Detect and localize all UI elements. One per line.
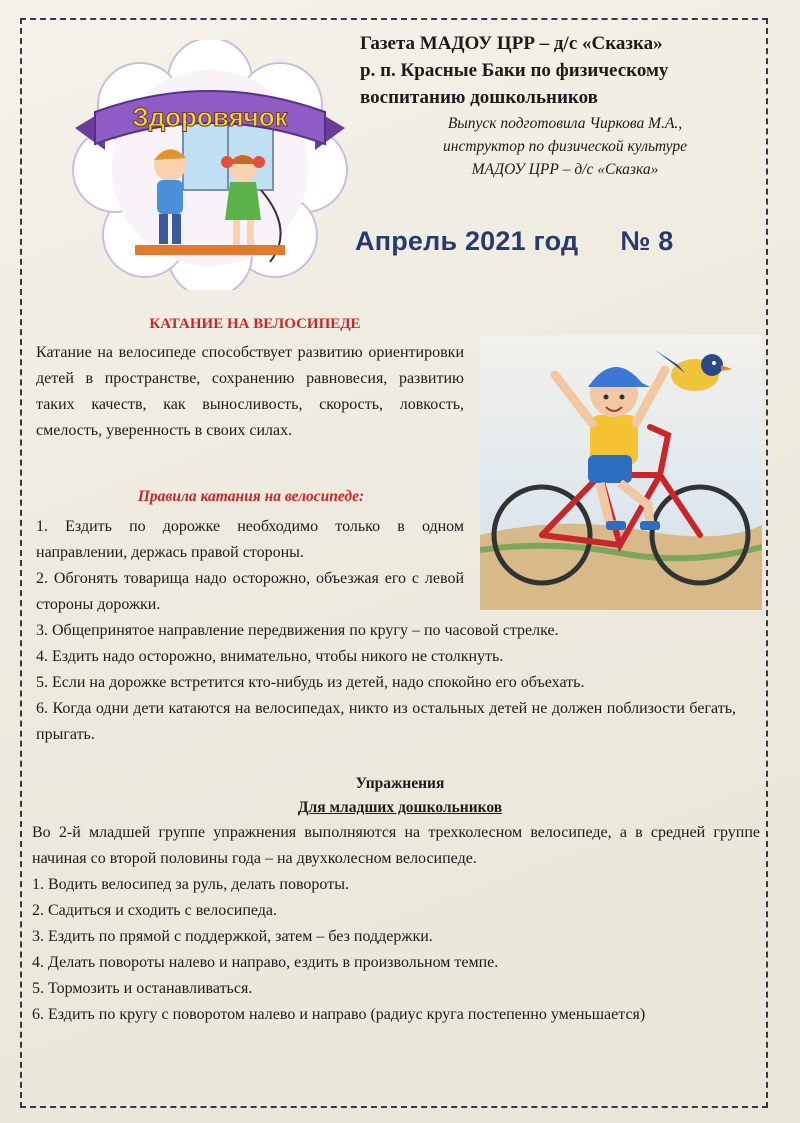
rules-title: Правила катания на велосипеде: bbox=[137, 488, 365, 505]
rule-item-6: 6. Когда одни дети катаются на велосипедах, никто из остальных детей не должен поблизости бегать, прыгать. bbox=[36, 700, 736, 743]
exercise-item-1: 1. Водить велосипед за руль, делать повороты. bbox=[32, 876, 349, 893]
rule-item-4: 4. Ездить надо осторожно, внимательно, чтобы никого не столкнуть. bbox=[36, 648, 504, 665]
exercises-heading bbox=[40, 772, 760, 820]
exercise-item-6: 6. Ездить по кругу с поворотом налево и направо (радиус круга постепенно уменьшается) bbox=[32, 1006, 646, 1023]
rules-list bbox=[36, 514, 776, 748]
header-line-3: воспитанию дошкольников bbox=[360, 87, 598, 108]
exercises-intro: Во 2-й младшей группе упражнения выполняются на трехколесном велосипеде, а в средней группе начиная со второй половины года – на двухколесном велосипеде. bbox=[32, 824, 760, 867]
rule-item-3: 3. Общепринятое направление передвижения по кругу – по часовой стрелке. bbox=[36, 622, 559, 639]
exercises-title: Упражнения bbox=[355, 775, 445, 792]
section-title: КАТАНИЕ НА ВЕЛОСИПЕДЕ bbox=[149, 316, 361, 332]
exercise-item-2: 2. Садиться и сходить с велосипеда. bbox=[32, 902, 278, 919]
logo-zdorovyachok bbox=[65, 40, 355, 290]
credits-line-3: МАДОУ ЦРР – д/с «Сказка» bbox=[471, 161, 659, 178]
exercise-item-5: 5. Тормозить и останавливаться. bbox=[32, 980, 253, 997]
issue-info bbox=[355, 226, 755, 257]
section-intro: Катание на велосипеде способствует развитию ориентировки детей в пространстве, сохранению равновесия, развитию таких качеств, как выносливость, скорость, ловкость, смелость, уверенность в своих силах. bbox=[36, 344, 464, 439]
exercises-subtitle: Для младших дошкольников bbox=[297, 799, 503, 816]
exercise-item-4: 4. Делать повороты налево и направо, ездить в произвольном темпе. bbox=[32, 954, 499, 971]
issue-credits bbox=[400, 112, 730, 181]
header-line-1: Газета МАДОУ ЦРР – д/с «Сказка» bbox=[360, 33, 663, 54]
credits-line-1: Выпуск подготовила Чиркова М.А., bbox=[447, 115, 683, 132]
rule-item-5: 5. Если на дорожке встретится кто-нибудь из детей, надо спокойно его объехать. bbox=[36, 674, 585, 691]
issue-date: Апрель 2021 год bbox=[355, 226, 579, 256]
logo-text: Здоровячок bbox=[132, 102, 288, 132]
newspaper-header bbox=[360, 30, 760, 111]
exercise-item-3: 3. Ездить по прямой с поддержкой, затем – без поддержки. bbox=[32, 928, 433, 945]
header-line-2: р. п. Красные Баки по физическому bbox=[360, 60, 669, 81]
credits-line-2: инструктор по физической культуре bbox=[443, 138, 687, 155]
exercises-list bbox=[32, 820, 760, 1028]
rule-item-2: 2. Обгонять товарища надо осторожно, объезжая его с левой стороны дорожки. bbox=[36, 570, 464, 613]
rule-item-1: 1. Ездить по дорожке необходимо только в одном направлении, держась правой стороны. bbox=[36, 518, 464, 561]
issue-number: № 8 bbox=[620, 226, 674, 256]
